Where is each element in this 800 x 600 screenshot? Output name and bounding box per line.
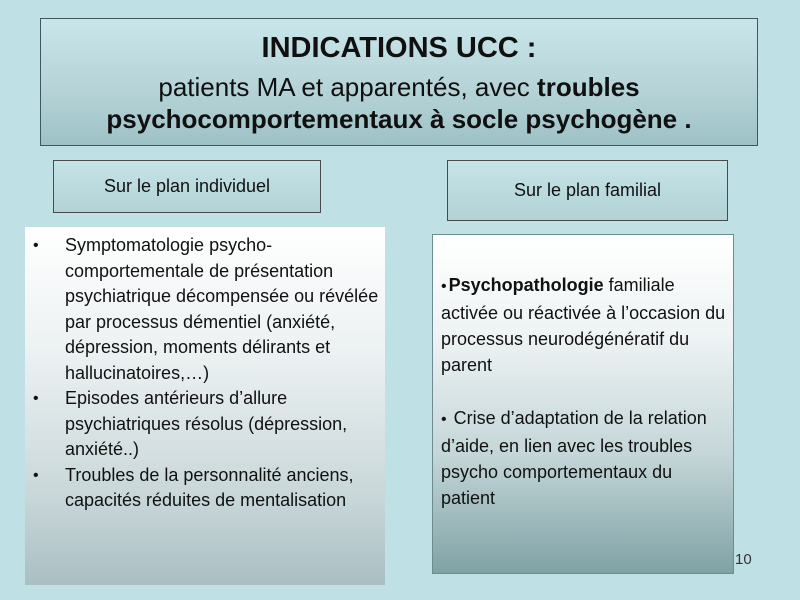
- page-number: 10: [735, 551, 752, 568]
- label-individual: Sur le plan individuel: [53, 160, 321, 213]
- bullet-icon: •: [441, 278, 447, 295]
- family-item-2: [441, 405, 731, 511]
- bullet-icon: •: [441, 411, 447, 428]
- slide-title: INDICATIONS UCC :: [261, 32, 537, 64]
- family-item-1-text: familiale activée ou réactivée à l’occasion du processus neurodégénératif du parent: [441, 275, 726, 375]
- individual-panel: [25, 227, 385, 585]
- list-item-text: Episodes antérieurs d’allure psychiatriques résolus (dépression, anxiété..): [65, 388, 348, 459]
- list-item: [25, 463, 385, 514]
- individual-list: [25, 233, 385, 514]
- subtitle-prefix: patients MA et apparentés, avec: [158, 72, 538, 102]
- slide-subtitle: [41, 71, 757, 135]
- list-item-text: Troubles de la personnalité anciens, capacités réduites de mentalisation: [65, 464, 354, 510]
- list-item: [25, 233, 385, 386]
- family-item-2-text: Crise d’adaptation de la relation d’aide, en lien avec les troubles psycho comportementaux du patient: [441, 408, 707, 508]
- bullet-icon: •: [33, 390, 39, 407]
- list-item: [25, 386, 385, 463]
- family-panel: [432, 234, 734, 574]
- label-family: Sur le plan familial: [447, 160, 728, 221]
- family-item-1: [441, 272, 731, 378]
- bullet-icon: •: [33, 237, 39, 254]
- title-box: [40, 18, 758, 146]
- list-item-text: Symptomatologie psycho-comportementale de présentation psychiatrique décompensée ou révélée par processus démentiel (anxiété, dépression, moments délirants et hallucinatoires,…): [65, 235, 379, 383]
- subtitle-bold-line: psychocomportementaux à socle psychogène .: [106, 104, 692, 134]
- subtitle-bold-word: troubles: [537, 72, 640, 102]
- family-item-1-bold: Psychopathologie: [448, 275, 604, 295]
- bullet-icon: •: [33, 466, 39, 484]
